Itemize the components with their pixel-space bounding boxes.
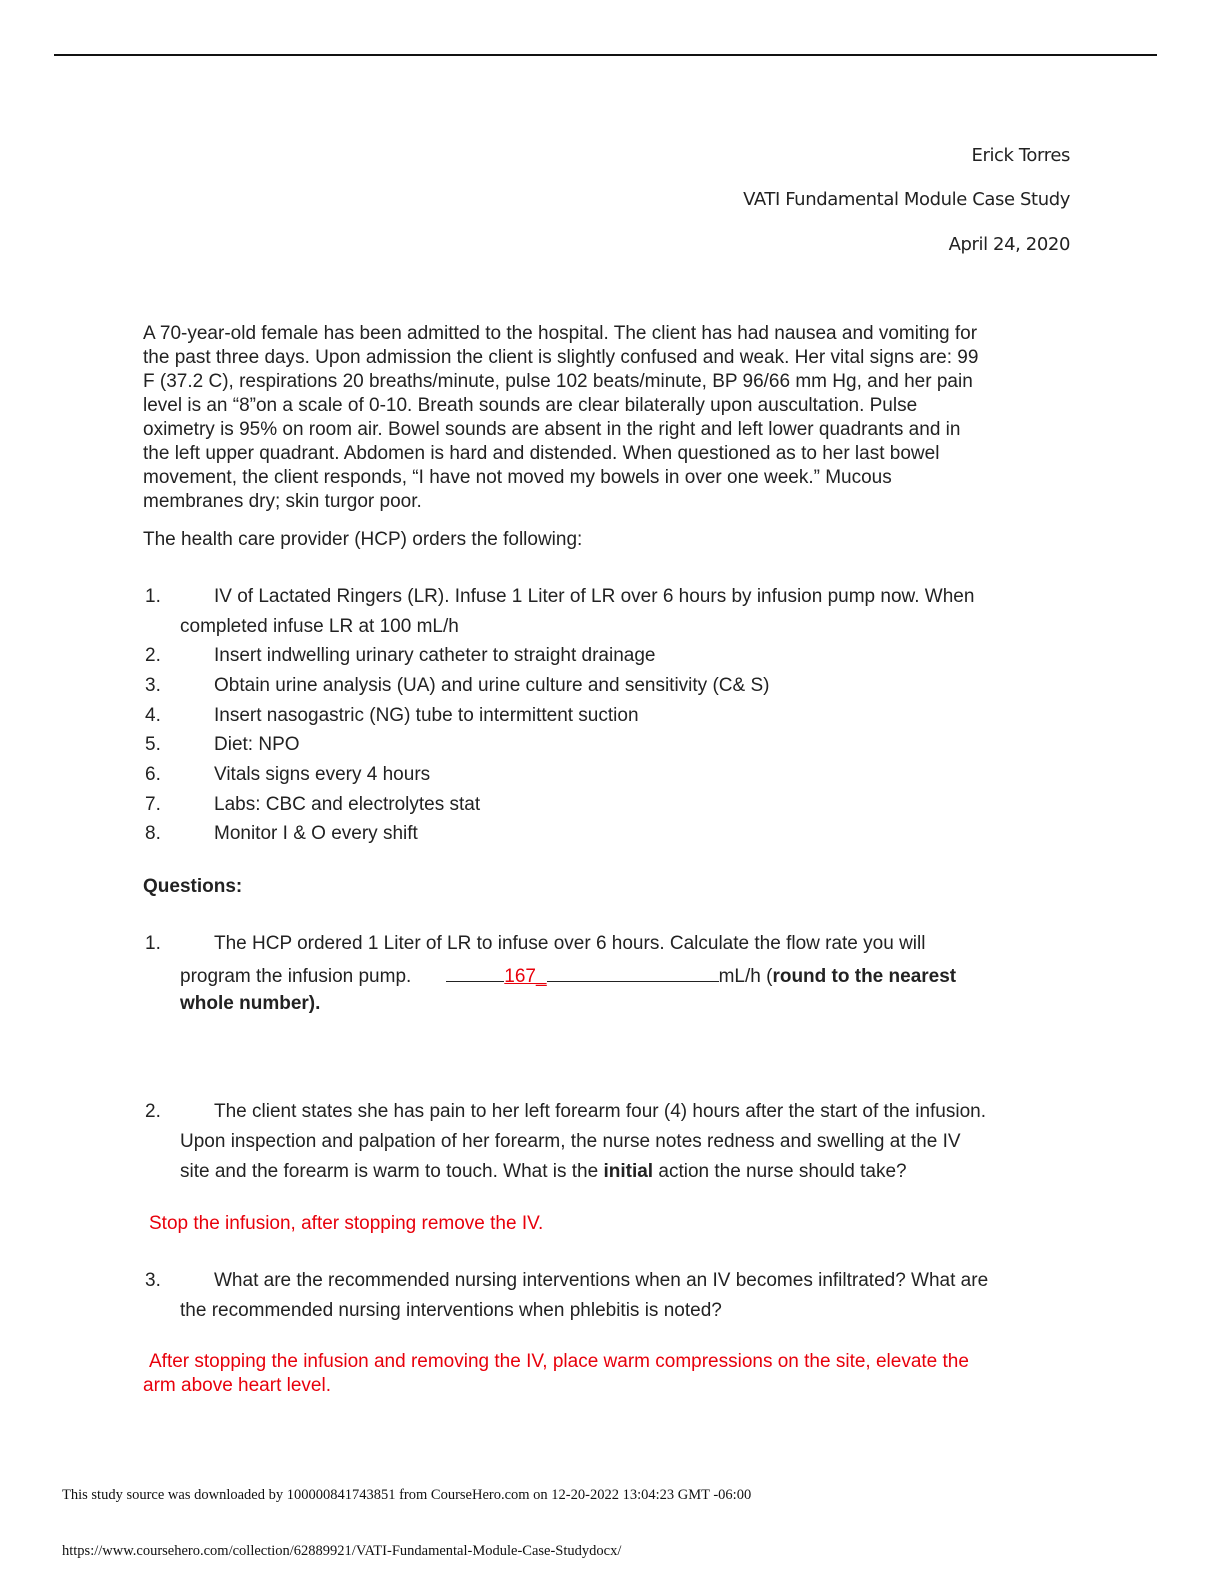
scenario-line: F (37.2 C), respirations 20 breaths/minute, pulse 102 beats/minute, BP 96/66 mm Hg, and her pain: [143, 371, 973, 392]
answer-blank: [547, 963, 719, 982]
question-text: What are the recommended nursing interventions when an IV becomes infiltrated? What are: [214, 1270, 989, 1291]
top-rule: [54, 54, 1157, 56]
question-number: 3.: [145, 1270, 161, 1291]
order-text: Insert nasogastric (NG) tube to intermittent suction: [214, 705, 639, 726]
author-name: Erick Torres: [971, 145, 1070, 166]
question-text-part: site and the forearm is warm to touch. What is the: [180, 1161, 604, 1182]
scenario-line: movement, the client responds, “I have not moved my bowels in over one week.” Mucous: [143, 467, 892, 488]
answer-value: 167_: [504, 966, 547, 987]
question-answer-line: [180, 963, 956, 988]
source-url[interactable]: https://www.coursehero.com/collection/62889921/VATI-Fundamental-Module-Case-Studydocx/: [62, 1543, 622, 1559]
question-text: Upon inspection and palpation of her forearm, the nurse notes redness and swelling at the IV: [180, 1131, 961, 1152]
question-text: The client states she has pain to her left forearm four (4) hours after the start of the infusion.: [214, 1101, 987, 1122]
question-text: the recommended nursing interventions when phlebitis is noted?: [180, 1300, 722, 1321]
download-notice: This study source was downloaded by 100000841743851 from CourseHero.com on 12-20-2022 13:04:23 GMT -06:00: [62, 1487, 752, 1503]
order-text: Diet: NPO: [214, 734, 300, 755]
order-text-cont: completed infuse LR at 100 mL/h: [180, 616, 459, 637]
question-text: [180, 1161, 907, 1183]
order-number: 3.: [145, 675, 161, 696]
order-number: 5.: [145, 734, 161, 755]
question-number: 2.: [145, 1101, 161, 1122]
question-text: The HCP ordered 1 Liter of LR to infuse over 6 hours. Calculate the flow rate you will: [214, 933, 926, 954]
rounding-note-cont: whole number).: [180, 993, 321, 1014]
question-text-part: action the nurse should take?: [653, 1161, 907, 1182]
orders-intro: The health care provider (HCP) orders the following:: [143, 529, 583, 550]
order-number: 1.: [145, 586, 161, 607]
order-number: 8.: [145, 823, 161, 844]
answer-text: Stop the infusion, after stopping remove the IV.: [149, 1213, 544, 1234]
order-number: 7.: [145, 794, 161, 815]
scenario-line: A 70-year-old female has been admitted to the hospital. The client has had nausea and vomiting for: [143, 323, 978, 344]
answer-text: arm above heart level.: [143, 1375, 331, 1396]
rounding-note: round to the nearest: [772, 966, 957, 987]
question-text: program the infusion pump.: [180, 966, 412, 987]
order-text: Obtain urine analysis (UA) and urine culture and sensitivity (C& S): [214, 675, 770, 696]
order-text: Labs: CBC and electrolytes stat: [214, 794, 481, 815]
order-number: 6.: [145, 764, 161, 785]
scenario-line: the left upper quadrant. Abdomen is hard and distended. When questioned as to her last bowel: [143, 443, 940, 464]
order-text: Insert indwelling urinary catheter to straight drainage: [214, 645, 656, 666]
document-date: April 24, 2020: [948, 234, 1070, 255]
order-text: Vitals signs every 4 hours: [214, 764, 431, 785]
order-text: IV of Lactated Ringers (LR). Infuse 1 Liter of LR over 6 hours by infusion pump now. When: [214, 586, 975, 607]
order-number: 2.: [145, 645, 161, 666]
unit: mL/h (: [718, 966, 773, 987]
order-number: 4.: [145, 705, 161, 726]
question-number: 1.: [145, 933, 161, 954]
answer-text: After stopping the infusion and removing the IV, place warm compressions on the site, elevate the: [149, 1351, 969, 1372]
questions-heading: Questions:: [143, 876, 243, 897]
scenario-line: oximetry is 95% on room air. Bowel sounds are absent in the right and left lower quadrants and in: [143, 419, 961, 440]
order-text: Monitor I & O every shift: [214, 823, 418, 844]
emphasis: initial: [603, 1161, 654, 1182]
scenario-line: the past three days. Upon admission the client is slightly confused and weak. Her vital signs are: 99: [143, 347, 979, 368]
scenario-line: membranes dry; skin turgor poor.: [143, 491, 422, 512]
document-title: VATI Fundamental Module Case Study: [743, 189, 1070, 210]
answer-blank: [446, 963, 504, 982]
scenario-line: level is an “8”on a scale of 0-10. Breath sounds are clear bilaterally upon auscultation. Pulse: [143, 395, 918, 416]
